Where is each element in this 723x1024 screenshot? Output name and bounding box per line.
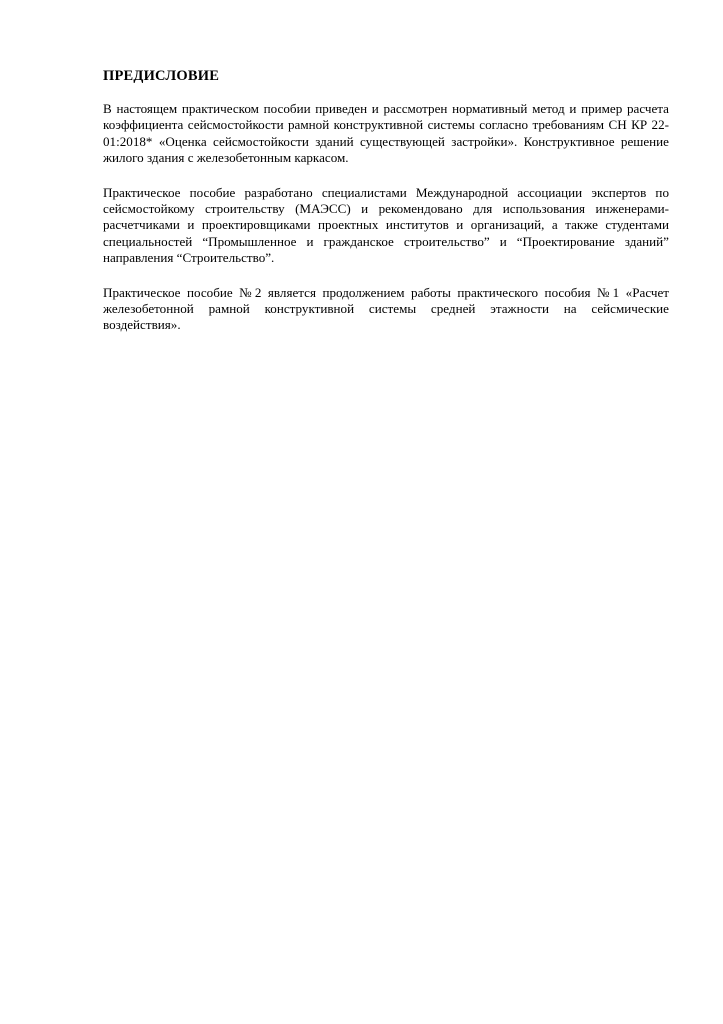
page-content xyxy=(103,68,669,352)
paragraph-2: Практическое пособие разработано специалистами Международной ассоциации экспертов по сейсмостойкому строительству (МАЭСС) и рекомендовано для использования инженерами-расчетчиками и проектировщиками проектных институтов и организаций, а также студентами специальностей “Промышленное и гражданское строительство” и “Проектирование зданий” направления “Строительство”. xyxy=(103,184,669,266)
paragraph-1: В настоящем практическом пособии приведен и рассмотрен нормативный метод и пример расчета коэффициента сейсмостойкости рамной конструктивной системы согласно требованиям СН КР 22-01:2018* «Оценка сейсмостойкости зданий существующей застройки». Конструктивное решение жилого здания с железобетонным каркасом. xyxy=(103,101,669,166)
section-heading: ПРЕДИСЛОВИЕ xyxy=(103,68,220,84)
paragraph-3: Практическое пособие №2 является продолжением работы практического пособия №1 «Расчет железобетонной рамной конструктивной системы средней этажности на сейсмические воздействия». xyxy=(103,284,669,333)
